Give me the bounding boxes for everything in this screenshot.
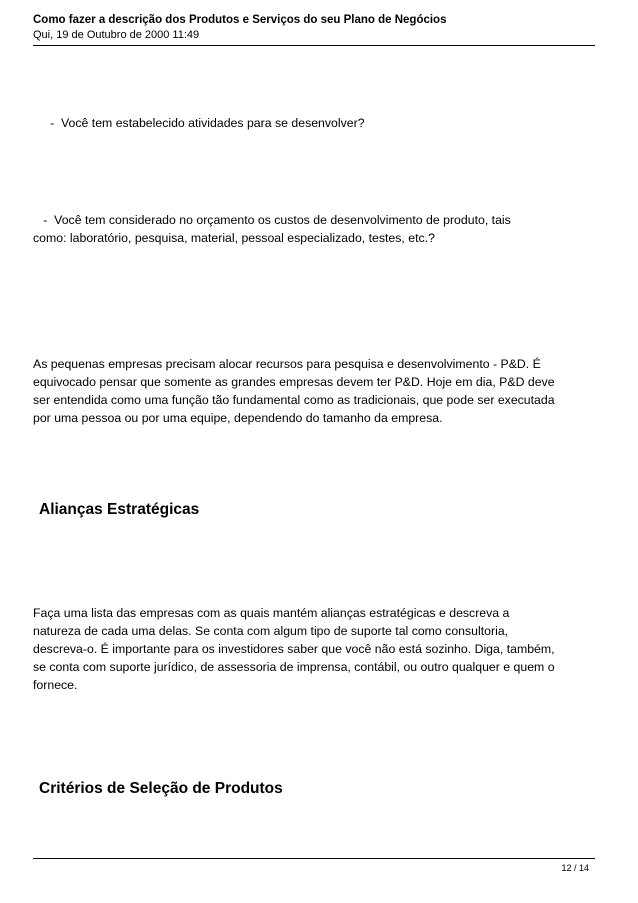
footer-divider — [33, 858, 595, 859]
question-item — [33, 211, 595, 247]
paragraph-line: equivocado pensar que somente as grandes empresas devem ter P&D. Hoje em dia, P&D deve — [33, 375, 555, 389]
paragraph-line: se conta com suporte jurídico, de assessoria de imprensa, contábil, ou outro qualquer e quem o — [33, 660, 555, 674]
paragraph-pd — [33, 355, 595, 427]
paragraph-aliancas — [33, 604, 595, 694]
document-date: Qui, 19 de Outubro de 2000 11:49 — [33, 29, 200, 41]
paragraph-line: ser entendida como uma função tão fundamental como as tradicionais, que pode ser executada — [33, 393, 555, 407]
paragraph-line: fornece. — [33, 678, 78, 692]
question-text-line: - Você tem considerado no orçamento os custos de desenvolvimento de produto, tais — [33, 213, 511, 227]
page-header — [33, 13, 595, 43]
paragraph-line: natureza de cada uma delas. Se conta com algum tipo de suporte tal como consultoria, — [33, 624, 509, 638]
paragraph-line: As pequenas empresas precisam alocar recursos para pesquisa e desenvolvimento - P&D. É — [33, 357, 541, 371]
section-heading-aliancas: Alianças Estratégicas — [39, 501, 200, 518]
question-item — [33, 96, 595, 132]
page-number: 12 / 14 — [561, 863, 589, 873]
section-heading-criterios: Critérios de Seleção de Produtos — [39, 780, 283, 797]
paragraph-line: descreva-o. É importante para os investidores saber que você não está sozinho. Diga, também, — [33, 642, 555, 656]
paragraph-line: Faça uma lista das empresas com as quais mantém alianças estratégicas e descreva a — [33, 606, 510, 620]
document-title: Como fazer a descrição dos Produtos e Serviços do seu Plano de Negócios — [33, 14, 447, 26]
header-divider — [33, 45, 595, 46]
question-text: - Você tem estabelecido atividades para se desenvolver? — [39, 116, 365, 130]
paragraph-line: por uma pessoa ou por uma equipe, dependendo do tamanho da empresa. — [33, 411, 443, 425]
question-text-line: como: laboratório, pesquisa, material, pessoal especializado, testes, etc.? — [33, 231, 435, 245]
